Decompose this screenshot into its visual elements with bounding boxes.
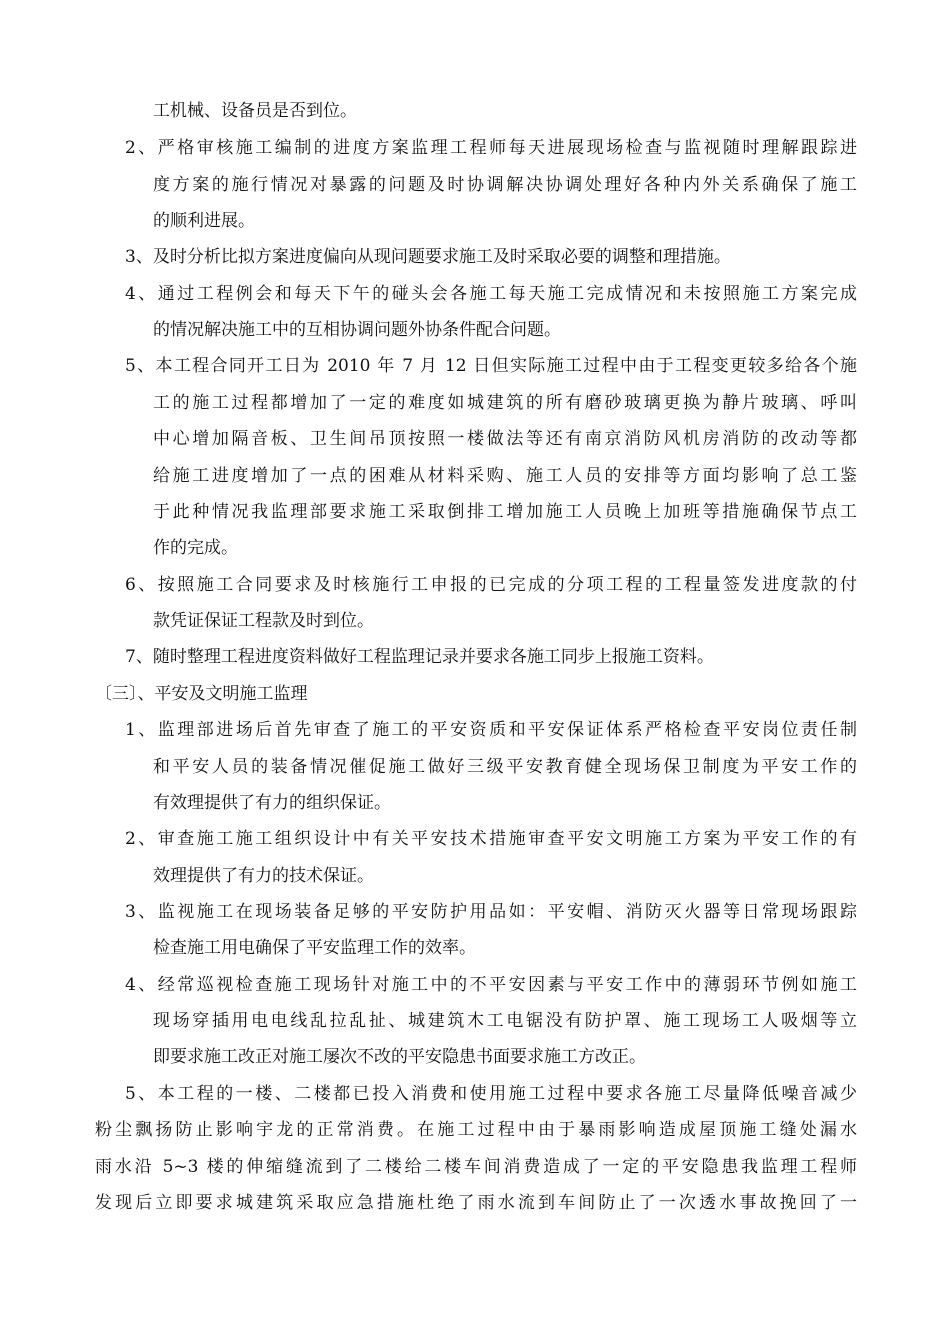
text-line: 现场穿插用电电线乱拉乱扯、城建筑木工电锯没有防护罩、施工现场工人吸烟等立	[153, 1011, 857, 1031]
list-item-4-line-1: 4、通过工程例会和每天下午的碰头会各施工每天施工完成情况和未按照施工方案完成	[125, 284, 857, 304]
text-line: 中心增加隔音板、卫生间吊顶按照一楼做法等还有南京消防风机房消防的改动等都	[153, 429, 857, 449]
list-item-7: 7、随时整理工程进度资料做好工程监理记录并要求各施工同步上报施工资料。	[125, 647, 714, 667]
text-line: 给施工进度增加了一点的困难从材料采购、施工人员的安排等方面均影响了总工鉴	[153, 466, 857, 486]
text-line: 粉尘飘扬防止影响宇龙的正常消费。在施工过程中由于暴雨影响造成屋顶施工缝处漏水	[95, 1120, 857, 1140]
text-line: 和平安人员的装备情况催促施工做好三级平安教育健全现场保卫制度为平安工作的	[153, 757, 857, 777]
paragraph-5-line-1: 5、本工程的一楼、二楼都已投入消费和使用施工过程中要求各施工尽量降低噪音减少	[125, 1084, 857, 1104]
list-item-5-line-1: 5、本工程合同开工日为 2010 年 7 月 12 日但实际施工过程中由于工程变更较多给各个施	[125, 356, 857, 376]
text-line: 于此种情况我监理部要求施工采取倒排工增加施工人员晚上加班等措施确保节点工	[153, 502, 857, 522]
text-line: 工机械、设备员是否到位。	[153, 101, 357, 121]
list-item-4-line-1: 4、经常巡视检查施工现场针对施工中的不平安因素与平安工作中的薄弱环节例如施工	[125, 975, 857, 995]
list-item-6-line-1: 6、按照施工合同要求及时核施行工申报的已完成的分项工程的工程量签发进度款的付	[125, 575, 857, 595]
text-line: 款凭证保证工程款及时到位。	[153, 611, 374, 631]
text-line: 即要求施工改正对施工屡次不改的平安隐患书面要求施工方改正。	[153, 1047, 646, 1067]
text-line: 有效理提供了有力的组织保证。	[153, 793, 391, 813]
text-line: 检查施工用电确保了平安监理工作的效率。	[153, 938, 476, 958]
text-line: 效理提供了有力的技术保证。	[153, 866, 374, 886]
list-item-3: 3、及时分析比拟方案进度偏向从现问题要求施工及时采取必要的调整和理措施。	[125, 247, 731, 267]
text-line: 作的完成。	[153, 538, 238, 558]
text-line: 发现后立即要求城建筑采取应急措施杜绝了雨水流到车间防止了一次透水事故挽回了一	[95, 1193, 857, 1213]
text-line: 雨水沿 5~3 楼的伸缩缝流到了二楼给二楼车间消费造成了一定的平安隐患我监理工程师	[95, 1157, 857, 1177]
list-item-2-line-1: 2、审查施工施工组织设计中有关平安技术措施审查平安文明施工方案为平安工作的有	[125, 829, 857, 849]
list-item-2-line-1: 2、严格审核施工编制的进度方案监理工程师每天进展现场检查与监视随时理解跟踪进	[125, 138, 857, 158]
text-line: 的情况解决施工中的互相协调问题外协条件配合问题。	[153, 320, 561, 340]
list-item-3-line-1: 3、监视施工在现场装备足够的平安防护用品如：平安帽、消防灭火器等日常现场跟踪	[125, 902, 857, 922]
section-heading: 〔三〕、平安及文明施工监理	[95, 684, 308, 704]
list-item-1-line-1: 1、监理部进场后首先审查了施工的平安资质和平安保证体系严格检查平安岗位责任制	[125, 720, 857, 740]
text-line: 的顺利进展。	[153, 211, 255, 231]
text-line: 度方案的施行情况对暴露的问题及时协调解决协调处理好各种内外关系确保了施工	[153, 175, 857, 195]
text-line: 工的施工过程都增加了一定的难度如城建筑的所有磨砂玻璃更换为静片玻璃、呼叫	[153, 393, 857, 413]
